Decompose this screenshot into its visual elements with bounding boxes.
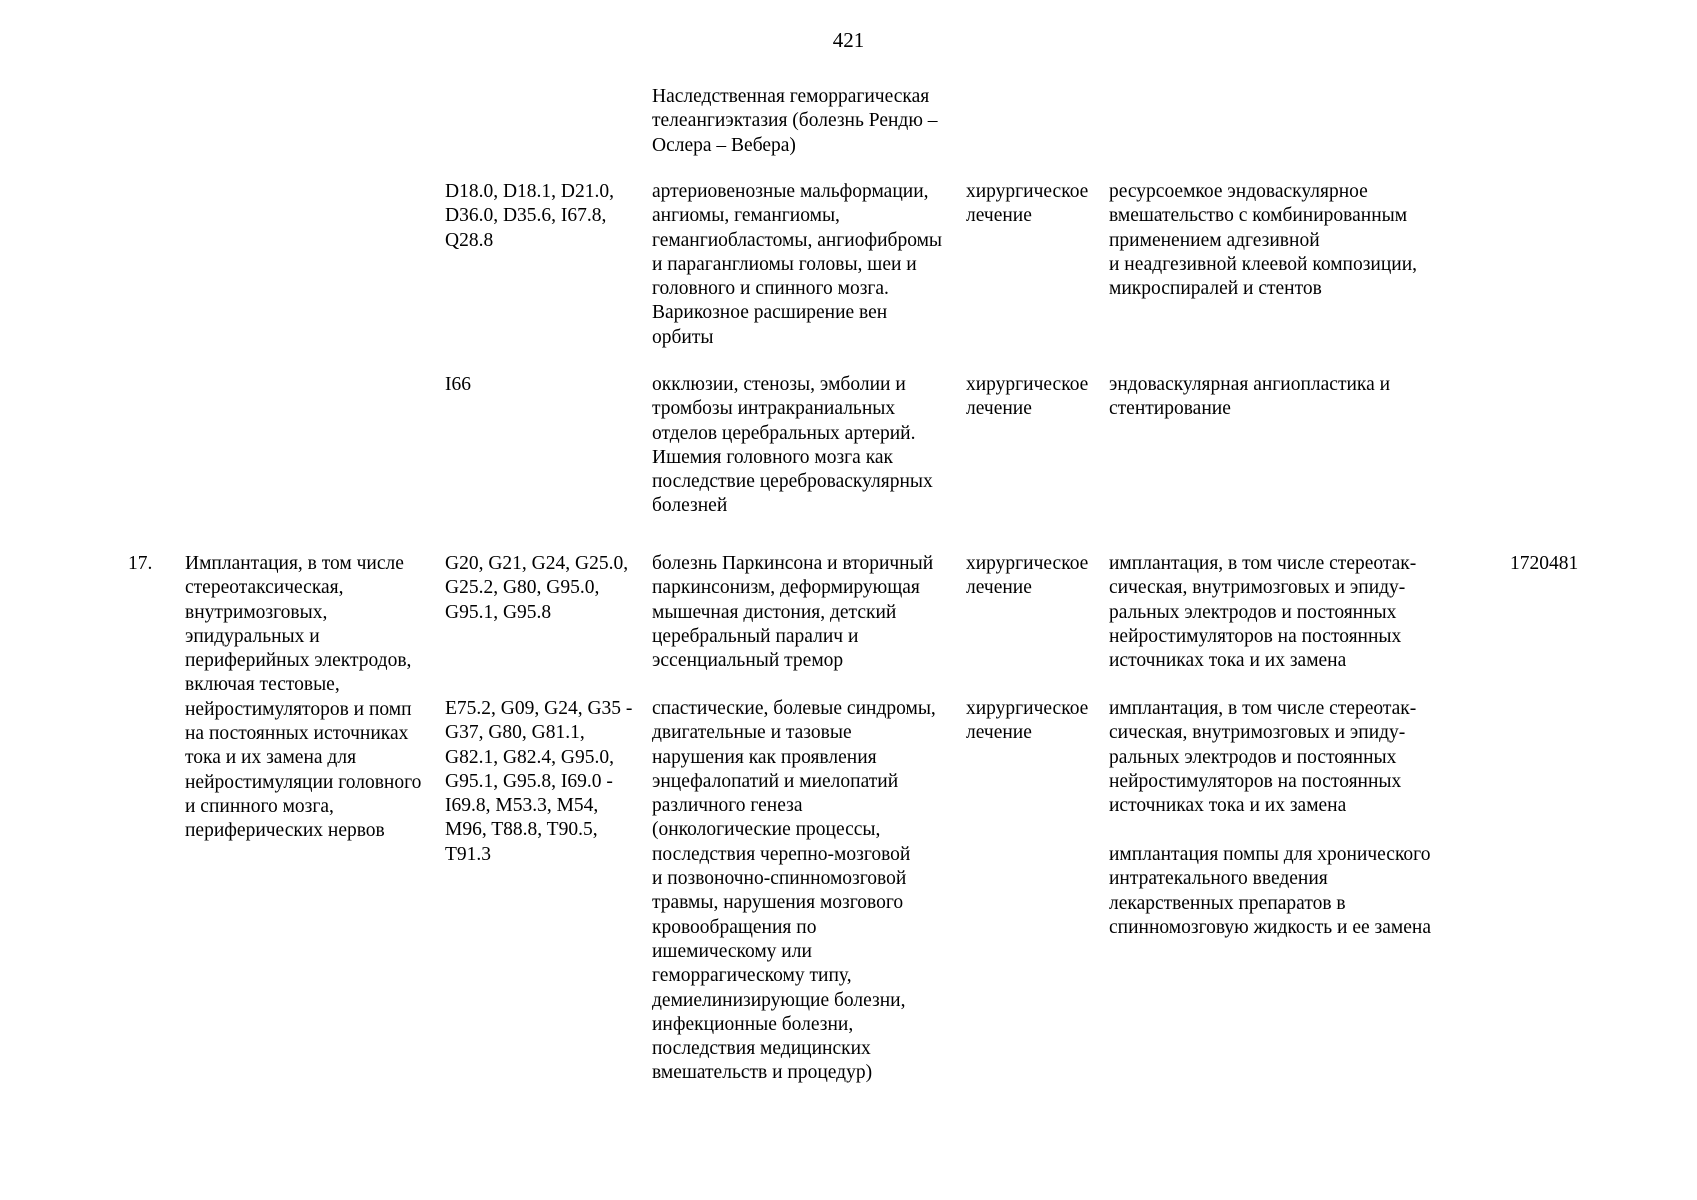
codes-cell: I66 xyxy=(445,374,471,395)
amount-cell: 1720481 xyxy=(1510,553,1579,574)
codes-cell: E75.2, G09, G24, G35 - G37, G80, G81.1, G82.1, G82.4, G95.0, G95.1, G95.8, I69.0 - I69.8, M53.3, M54, M96, T88.8, T90.5, T91.3 xyxy=(445,698,633,865)
diagnosis-cell: спастические, болевые синдромы, двигательные и тазовые нарушения как проявления энцефалопатий и миелопатий различного генеза (онкологические процессы, последствия черепно-мозговой и позвоночно-спинномозговой травмы, нарушения мозгового кровообращения по ишемическому или геморрагическому типу, демиелинизирующие болезни, инфекционные болезни, последствия медицинских вмешательств и процедур) xyxy=(652,698,936,1084)
diagnosis-cell: Наследственная геморрагическая телеангиэктазия (болезнь Рендю – Ослера – Вебера) xyxy=(652,86,938,156)
diagnosis-cell: артериовенозные мальформации, ангиомы, гемангиомы, гемангиобластомы, ангиофибромы и параганглиомы головы, шеи и головного и спинного мозга. Варикозное расширение вен орбиты xyxy=(652,181,943,348)
codes-cell: D18.0, D18.1, D21.0, D36.0, D35.6, I67.8, Q28.8 xyxy=(445,181,614,251)
method-cell: имплантация, в том числе стереотак- сическая, внутримозговых и эпиду- ральных электродов и постоянных нейростимуляторов на постоянных источниках тока и их замена xyxy=(1109,698,1417,817)
diagnosis-cell: болезнь Паркинсона и вторичный паркинсонизм, деформирующая мышечная дистония, детский церебральный паралич и эссенциальный тремор xyxy=(652,553,934,672)
method-cell: ресурсоемкое эндоваскулярное вмешательство с комбинированным применением адгезивной и неадгезивной клеевой композиции, микроспиралей и стентов xyxy=(1109,181,1418,300)
row-number: 17. xyxy=(128,553,153,574)
method-cell: имплантация, в том числе стереотак- сическая, внутримозговых и эпиду- ральных электродов и постоянных нейростимуляторов на постоянных источниках тока и их замена xyxy=(1109,553,1417,672)
method-cell-secondary: имплантация помпы для хронического интратекального введения лекарственных препаратов в спинномозговую жидкость и ее замена xyxy=(1109,844,1431,938)
codes-cell: G20, G21, G24, G25.0, G25.2, G80, G95.0, G95.1, G95.8 xyxy=(445,553,629,623)
treatment-type-cell: хирургическое лечение xyxy=(966,374,1089,420)
treatment-type-cell: хирургическое лечение xyxy=(966,698,1089,744)
page-number: 421 xyxy=(832,28,865,52)
treatment-type-cell: хирургическое лечение xyxy=(966,181,1089,227)
treatment-type-cell: хирургическое лечение xyxy=(966,553,1089,599)
procedure-cell: Имплантация, в том числе стереотаксическая, внутримозговых, эпидуральных и периферийных электродов, включая тестовые, нейростимуляторов и помп на постоянных источниках тока и их замена для нейростимуляции головного и спинного мозга, периферических нервов xyxy=(185,553,422,842)
diagnosis-cell: окклюзии, стенозы, эмболии и тромбозы интракраниальных отделов церебральных артерий. Ишемия головного мозга как последствие цереброваскулярных болезней xyxy=(652,374,933,517)
method-cell: эндоваскулярная ангиопластика и стентирование xyxy=(1109,374,1391,420)
